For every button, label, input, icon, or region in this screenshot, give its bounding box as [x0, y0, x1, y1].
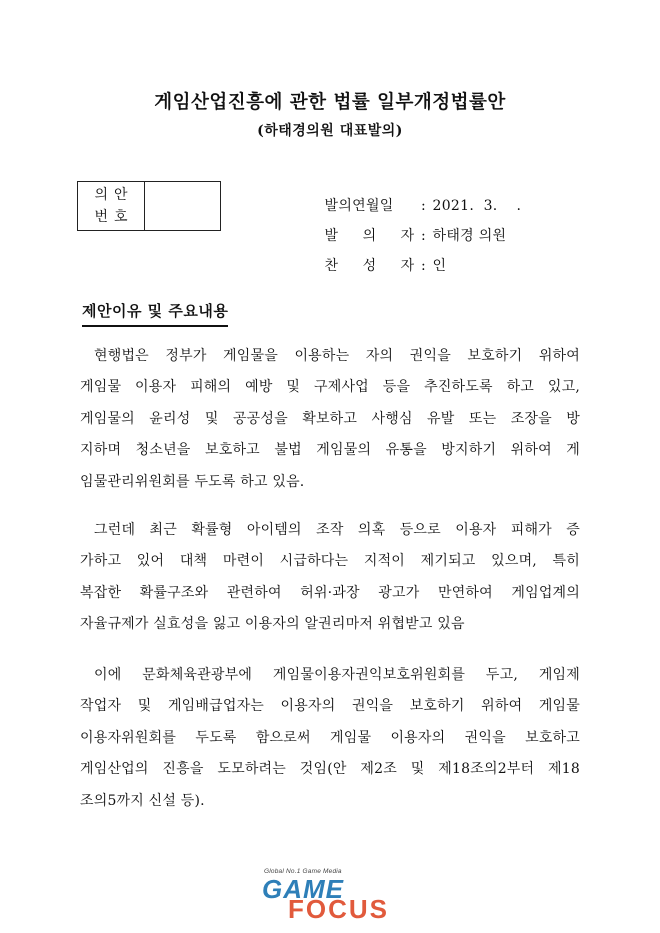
paragraph-proposal [80, 660, 580, 817]
proposal-date-label: 발의연월일 [324, 198, 394, 214]
logo-tagline: Global No.1 Game Media [264, 868, 342, 875]
bill-label-line2: 번호 [94, 209, 134, 225]
document-subtitle: (하태경의원 대표발의) [257, 123, 403, 139]
paragraph-line: 그런데 최근 확률형 아이템의 조작 의혹 등으로 이용자 피해가 증 [94, 522, 580, 538]
proposal-date-value: 2021. 3. . [432, 198, 522, 214]
gamefocus-watermark-logo [262, 868, 402, 928]
document-title: 게임산업진흥에 관한 법률 일부개정법률안 [154, 92, 506, 113]
proposer-value: 하태경 의원 [432, 228, 507, 244]
paragraph-line: 현행법은 정부가 게임물을 이용하는 자의 권익을 보호하기 위하여 [94, 348, 580, 364]
paragraph-problem [80, 515, 580, 641]
bill-number-label [78, 182, 145, 230]
paragraph-current-law [80, 341, 580, 498]
paragraph-line: 작업자 및 게임배급업자는 이용자의 권익을 보호하기 위하여 게임물 [80, 698, 580, 715]
logo-word-game: GAME [262, 874, 344, 904]
section-heading: 제안이유 및 주요내용 [82, 300, 228, 327]
supporters-row: 찬 성 자 : 인 [315, 239, 446, 275]
paragraph-line: 게임물의 윤리성 및 공공성을 확보하고 사행심 유발 또는 조장을 방 [80, 410, 580, 427]
proposer-row: 발 의 자 : 하태경 의원 [315, 209, 506, 245]
bill-label-line1: 의안 [94, 187, 134, 203]
paragraph-line: 이에 문화체육관광부에 게임물이용자권익보호위원회를 두고, 게임제 [94, 667, 580, 683]
bill-number-value [145, 182, 220, 230]
paragraph-line: 게임산업의 진흥을 도모하려는 것임(안 제2조 및 제18조의2부터 제18 [80, 761, 580, 778]
paragraph-line: 이용자위원회를 두도록 함으로써 게임물 이용자의 권익을 보호하고 [80, 729, 580, 746]
paragraph-line: 조의5까지 신설 등). [80, 792, 205, 809]
supporters-label: 찬 성 자 [324, 258, 415, 274]
paragraph-line: 가하고 있어 대책 마련이 시급하다는 지적이 제기되고 있으며, 특히 [80, 553, 580, 570]
paragraph-line: 임물관리위원회를 두도록 하고 있음. [80, 473, 305, 490]
bill-number-box [77, 181, 221, 231]
paragraph-line: 게임물 이용자 피해의 예방 및 구제사업 등을 추진하도록 하고 있고, [80, 379, 580, 396]
paragraph-line: 자율규제가 실효성을 잃고 이용자의 알권리마저 위협받고 있음 [80, 616, 465, 633]
supporters-value: 인 [432, 258, 447, 274]
proposer-label: 발 의 자 [324, 228, 415, 244]
paragraph-line: 지하며 청소년을 보호하고 불법 게임물의 유통을 방지하기 위하여 게 [80, 442, 580, 459]
logo-word-focus: FOCUS [288, 894, 389, 924]
paragraph-line: 복잡한 확률구조와 관련하여 허위·과장 광고가 만연하여 게임업계의 [80, 584, 580, 601]
proposal-date-row: 발의연월일 : 2021. 3. . [315, 179, 521, 215]
